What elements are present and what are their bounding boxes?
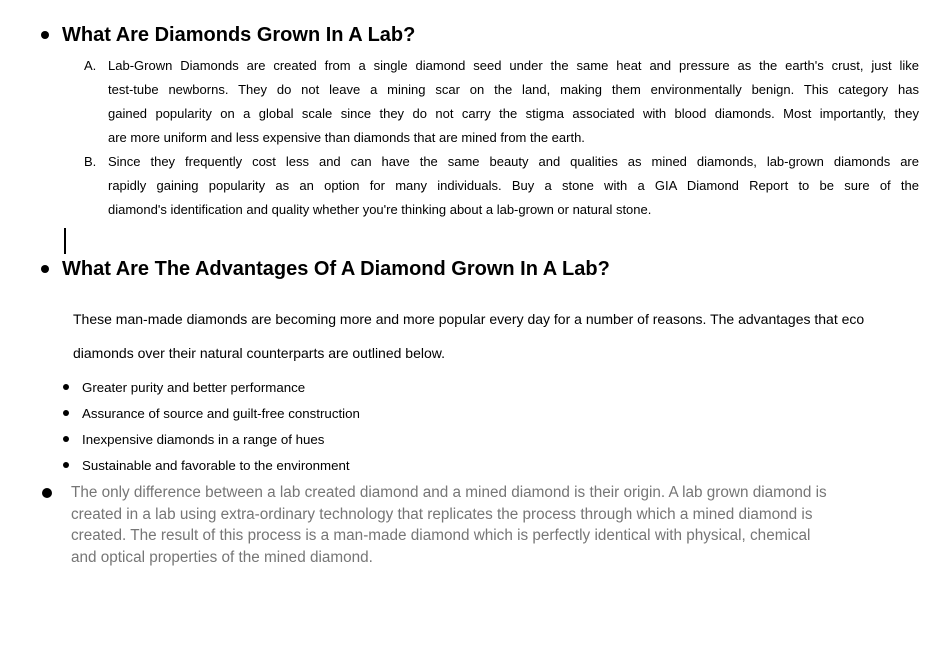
list-item-a <box>84 54 919 150</box>
list-item-label[interactable]: Sustainable and favorable to the environment <box>82 457 350 473</box>
bullet-icon <box>63 462 69 468</box>
paragraph-line[interactable]: test-tube newborns. They do not leave a mining scar on the land, making them environmentally benign. This category has <box>108 82 919 97</box>
list-item <box>63 426 360 452</box>
bullet-icon <box>63 436 69 442</box>
paragraph-line[interactable]: diamonds over their natural counterparts are outlined below. <box>73 345 445 361</box>
paragraph-line[interactable]: Since they frequently cost less and can have the same beauty and qualities as mined diamonds, lab-grown diamonds are <box>108 154 919 169</box>
note-line[interactable]: The only difference between a lab created diamond and a mined diamond is their origin. A lab grown diamond is <box>71 484 827 501</box>
bullet-icon <box>63 384 69 390</box>
note-paragraph <box>42 482 827 568</box>
paragraph-line[interactable]: are more uniform and less expensive than diamonds that are mined from the earth. <box>108 130 585 145</box>
section-heading-2 <box>41 257 610 281</box>
paragraph-line[interactable]: rapidly gaining popularity as an option for many individuals. Buy a stone with a GIA Diamond Report to be sure of the <box>108 178 919 193</box>
heading-text[interactable]: What Are Diamonds Grown In A Lab? <box>62 24 416 46</box>
advantages-list <box>63 374 360 478</box>
paragraph <box>71 482 827 568</box>
alpha-list <box>84 54 919 222</box>
list-item <box>63 374 360 400</box>
bullet-icon <box>41 265 49 273</box>
paragraph <box>108 54 919 150</box>
text-cursor <box>64 228 66 254</box>
list-item-b <box>84 150 919 222</box>
paragraph-line[interactable]: gained popularity on a global scale since they do not carry the stigma associated with blood diamonds. Most importantly, they <box>108 106 919 121</box>
section-heading-1 <box>41 23 415 47</box>
list-item <box>63 400 360 426</box>
list-item-label[interactable]: Inexpensive diamonds in a range of hues <box>82 431 325 447</box>
bullet-icon <box>63 410 69 416</box>
paragraph-line[interactable]: diamond's identification and quality whether you're thinking about a lab-grown or natural stone. <box>108 202 652 217</box>
intro-paragraph <box>73 302 864 370</box>
paragraph-line[interactable]: These man-made diamonds are becoming more and more popular every day for a number of reasons. The advantages that eco <box>73 311 865 327</box>
paragraph <box>108 150 919 222</box>
list-item-label[interactable]: Greater purity and better performance <box>82 379 306 395</box>
bullet-icon <box>41 31 49 39</box>
note-line[interactable]: created in a lab using extra-ordinary technology that replicates the process through which a mined diamond is <box>71 505 813 523</box>
list-marker: A. <box>84 58 97 73</box>
note-line[interactable]: created. The result of this process is a man-made diamond which is perfectly identical with physical, chemical <box>71 527 811 545</box>
heading-text[interactable]: What Are The Advantages Of A Diamond Grown In A Lab? <box>62 258 610 280</box>
bullet-icon <box>42 488 52 498</box>
note-line[interactable]: and optical properties of the mined diamond. <box>71 548 373 566</box>
list-marker: B. <box>84 154 97 169</box>
list-item <box>63 452 360 478</box>
paragraph-line[interactable]: Lab-Grown Diamonds are created from a single diamond seed under the same heat and pressure as the earth's crust, just like <box>108 58 919 73</box>
list-item-label[interactable]: Assurance of source and guilt-free construction <box>82 405 360 421</box>
